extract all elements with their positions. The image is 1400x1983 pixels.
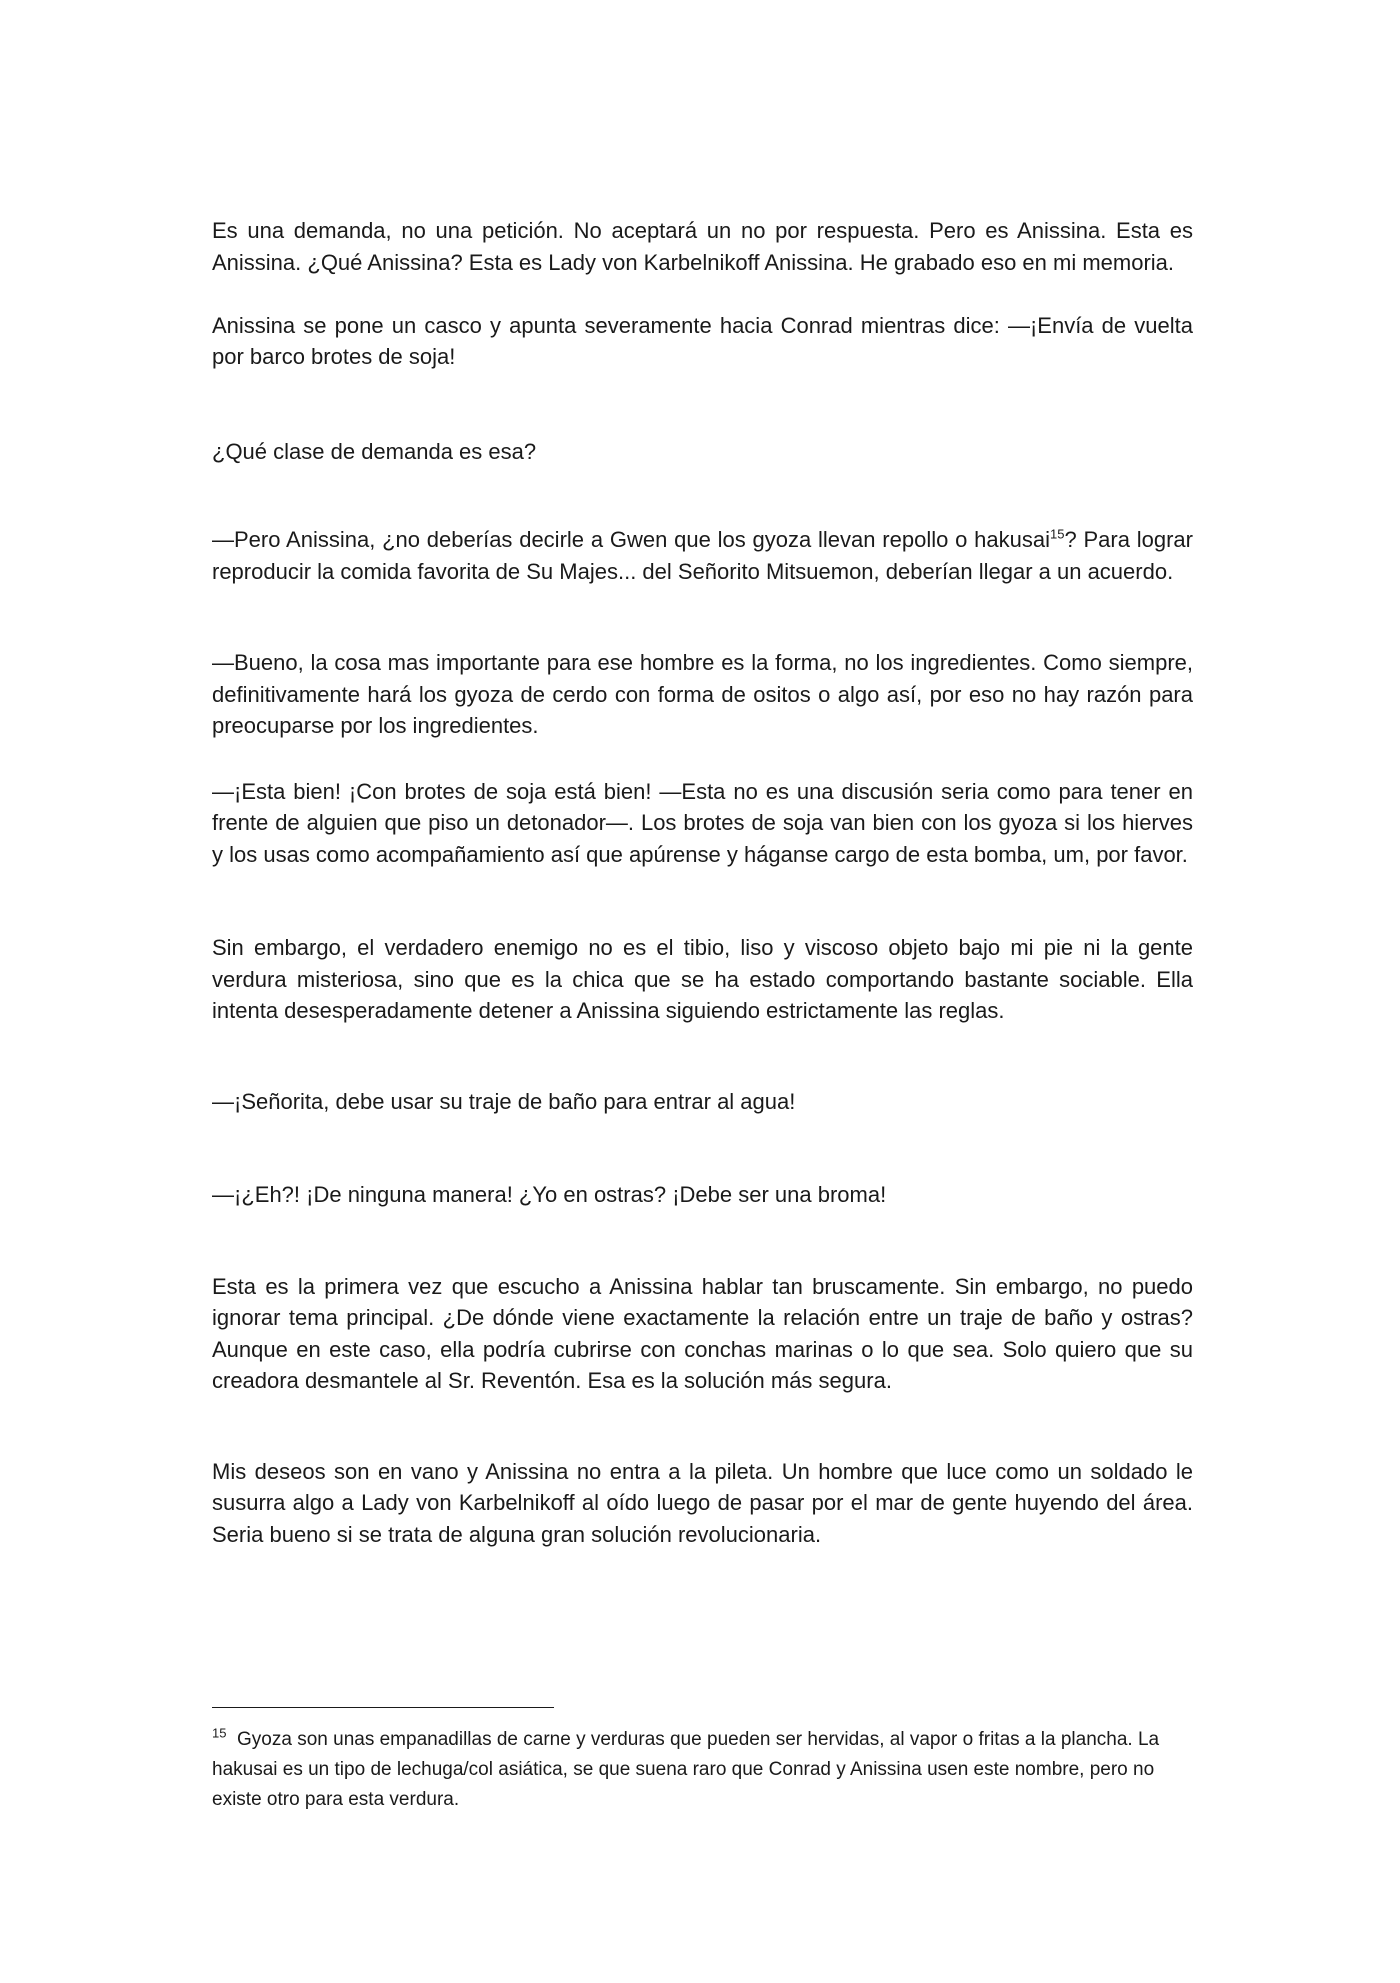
footnote-number: 15	[212, 1725, 227, 1741]
paragraph-soy-sprouts: —¡Esta bien! ¡Con brotes de soja está bien! —Esta no es una discusión seria como para tener en frente de alguien que piso un detonador—. Los brotes de soja van bien con los gyoza si los hierves y los usas como acompañamiento así que apúrense y háganse cargo de esta bomba, um, por favor.	[212, 778, 1193, 867]
gwen-text-after: ? Para lograr reproducir la comida favorita de Su Majes... del Señorito Mitsuemon, deberían llegar a un acuerdo.	[212, 527, 1193, 584]
paragraph-question: ¿Qué clase de demanda es esa?	[212, 438, 537, 464]
document-body	[212, 215, 1193, 1550]
gwen-text-before: —Pero Anissina, ¿no deberías decirle a Gwen que los gyoza llevan repollo o hakusai	[212, 527, 1050, 552]
footnote-divider	[212, 1707, 554, 1708]
paragraph-form: —Bueno, la cosa mas importante para ese hombre es la forma, no los ingredientes. Como siempre, definitivamente hará los gyoza de cerdo con forma de ositos o algo así, por eso no hay razón para preocuparse por los ingredientes.	[212, 650, 1193, 738]
footnote-reference: 15	[1049, 526, 1065, 542]
paragraph-demand: Es una demanda, no una petición. No aceptará un no por respuesta. Pero es Anissina. Esta es Anissina. ¿Qué Anissina? Esta es Lady von Karbelnikoff Anissina. He grabado eso en mi memoria.	[212, 218, 1193, 275]
footnote-text: Gyoza son unas empanadillas de carne y verduras que pueden ser hervidas, al vapor o fritas a la plancha. La hakusai es un tipo de lechuga/col asiática, se que suena raro que Conrad y Anissina usen este nombre, pero no existe otro para esta verdura.	[212, 1729, 1160, 1810]
paragraph-wishes: Mis deseos son en vano y Anissina no entra a la pileta. Un hombre que luce como un soldado le susurra algo a Lady von Karbelnikoff al oído luego de pasar por el mar de gente huyendo del área. Seria bueno si se trata de alguna gran solución revolucionaria.	[212, 1458, 1193, 1547]
footnote	[212, 1725, 1193, 1815]
paragraph-first-time: Esta es la primera vez que escucho a Anissina hablar tan bruscamente. Sin embargo, no puedo ignorar tema principal. ¿De dónde viene exactamente la relación entre un traje de baño y ostras? Aunque en este caso, ella podría cubrirse con conchas marinas o lo que sea. Solo quiero que su creadora desmantele al Sr. Reventón. Esa es la solución más segura.	[212, 1273, 1193, 1393]
paragraph-swimsuit: —¡Señorita, debe usar su traje de baño para entrar al agua!	[212, 1088, 796, 1114]
paragraph-gwen	[212, 524, 1193, 587]
paragraph-helmet: Anissina se pone un casco y apunta severamente hacia Conrad mientras dice: —¡Envía de vuelta por barco brotes de soja!	[212, 312, 1193, 369]
paragraph-enemy: Sin embargo, el verdadero enemigo no es el tibio, liso y viscoso objeto bajo mi pie ni la gente verdura misteriosa, sino que es la chica que se ha estado comportando bastante sociable. Ella intenta desesperadamente detener a Anissina siguiendo estrictamente las reglas.	[212, 935, 1193, 1023]
paragraph-oysters: —¡¿Eh?! ¡De ninguna manera! ¿Yo en ostras? ¡Debe ser una broma!	[212, 1182, 887, 1207]
